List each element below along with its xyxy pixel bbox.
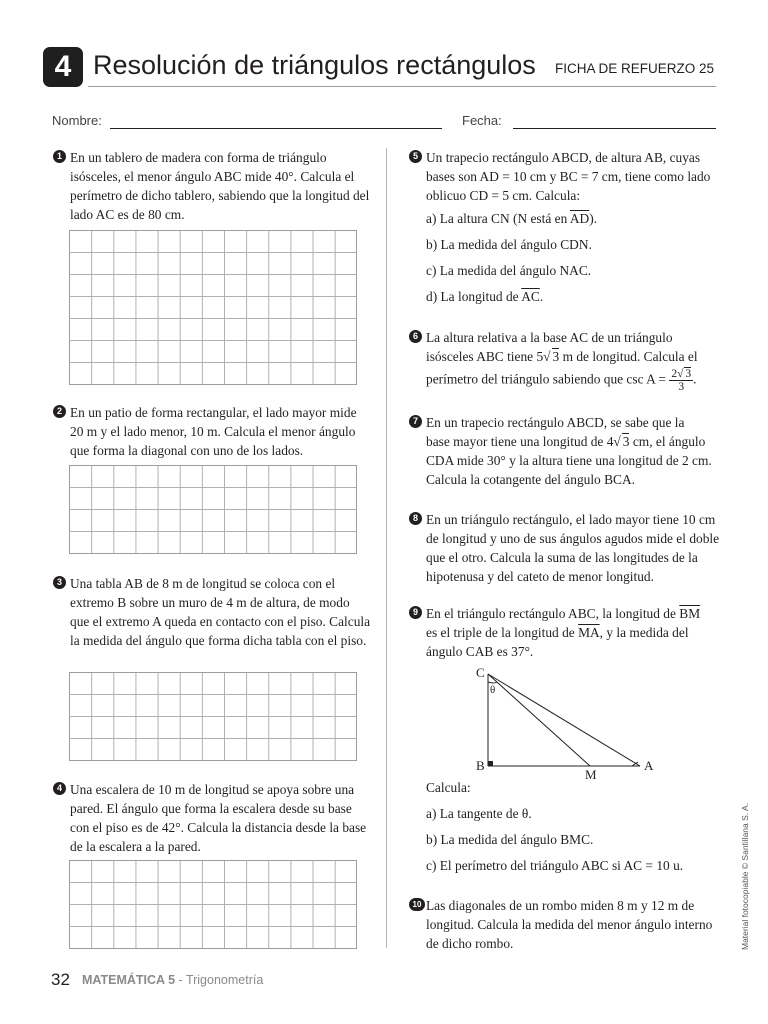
question-4-text: Una escalera de 10 m de longitud se apoya sobre una pared. El ángulo que forma la escalera desde su base con el piso es de 42°. Calcula la distancia desde la base de la escalera a la pared.	[70, 782, 367, 854]
question-9	[409, 604, 727, 661]
question-7-line-2: base mayor tiene una longitud de 4√ 3 cm, el ángulo	[426, 434, 706, 449]
label-c: C	[476, 665, 485, 680]
unit-number-badge: 4	[43, 47, 83, 87]
answer-grid-1[interactable]	[69, 230, 357, 385]
question-number-1: 1	[53, 150, 66, 163]
question-5-text: Un trapecio rectángulo ABCD, de altura AB, cuyas bases son AD = 10 cm y BC = 7 cm, tiene como lado oblicuo CD = 5 cm. Calcula:	[426, 150, 711, 203]
question-9-line-2: es el triple de la longitud de $\overline{MA}$, y la medida del	[426, 625, 689, 640]
name-label: Nombre:	[52, 113, 102, 128]
question-3-text: Una tabla AB de 8 m de longitud se coloca con el extremo B sobre un muro de 4 m de altura, de modo que el extremo A queda en contacto con el piso. Calcula la medida del ángulo que forma dicha tabla con el piso.	[70, 576, 371, 648]
date-label: Fecha:	[462, 113, 502, 128]
question-6-line-2: isósceles ABC tiene 5√ 3 m de longitud. Calcula el	[426, 349, 698, 364]
question-10	[409, 896, 727, 953]
label-b: B	[476, 758, 485, 773]
question-9-part-a: a) La tangente de θ.	[426, 806, 532, 821]
answer-grid-2[interactable]	[69, 465, 357, 554]
question-6-line-3: perímetro del triángulo sabiendo que csc A = $\frac{2√ 3}{3}$ .	[426, 368, 697, 393]
question-5	[409, 148, 727, 205]
question-number-4: 4	[53, 782, 66, 795]
question-number-7: 7	[409, 415, 422, 428]
question-5-part-b: b) La medida del ángulo CDN.	[426, 237, 592, 252]
question-number-6: 6	[409, 330, 422, 343]
question-5-part-c: c) La medida del ángulo NAC.	[426, 263, 592, 278]
label-theta: θ	[490, 684, 496, 696]
question-number-2: 2	[53, 405, 66, 418]
question-9-line-1: En el triángulo rectángulo ABC, la longitud de $\overline{BM}$	[426, 606, 701, 621]
question-7-line-3: CDA mide 30° y la altura tiene una longitud de 2 cm.	[426, 453, 712, 468]
question-2-text: En un patio de forma rectangular, el lado mayor mide 20 m y el lado menor, 10 m. Calcula el menor ángulo que forma la diagonal con uno de los lados.	[70, 405, 357, 458]
question-9-part-c: c) El perímetro del triángulo ABC si AC = 10 u.	[426, 858, 684, 873]
copyright-note: Material fotocopiable © Santillana S. A.	[740, 802, 750, 950]
book-name: MATEMÁTICA 5	[82, 973, 176, 987]
triangle-figure	[470, 662, 670, 782]
question-4	[53, 780, 371, 856]
question-5-part-a: a) La altura CN (N está en $\overline{AD}$).	[426, 211, 598, 226]
theta-arc	[488, 682, 497, 683]
question-7-line-1: En un trapecio rectángulo ABCD, se sabe que la	[426, 415, 685, 430]
label-a: A	[644, 758, 654, 773]
page-title: Resolución de triángulos rectángulos	[93, 50, 536, 80]
header-divider	[88, 86, 716, 87]
question-number-5: 5	[409, 150, 422, 163]
question-number-10: 10	[409, 898, 425, 911]
date-field[interactable]	[513, 128, 716, 129]
question-6-line-1: La altura relativa a la base AC de un triángulo	[426, 330, 673, 345]
answer-grid-4[interactable]	[69, 860, 357, 949]
question-8-text: En un triángulo rectángulo, el lado mayor tiene 10 cm de longitud y uno de sus ángulos agudos mide el doble que el otro. Calcula la suma de las longitudes de la hipotenusa y del cateto de menor longitud.	[426, 512, 720, 584]
question-9-part-b: b) La medida del ángulo BMC.	[426, 832, 594, 847]
section-name: - Trigonometría	[175, 973, 264, 987]
column-divider	[386, 148, 387, 948]
question-2	[53, 403, 371, 460]
side-ca	[488, 674, 640, 766]
question-8	[409, 510, 727, 586]
question-6	[409, 328, 727, 393]
answer-grid-3[interactable]	[69, 672, 357, 761]
question-number-8: 8	[409, 512, 422, 525]
footer-section	[82, 973, 263, 987]
question-5-part-d: d) La longitud de $\overline{AC}$.	[426, 289, 544, 304]
question-3	[53, 574, 371, 650]
segment-cm	[488, 674, 590, 766]
question-number-3: 3	[53, 576, 66, 589]
question-9-calcula: Calcula:	[426, 780, 471, 795]
question-10-text: Las diagonales de un rombo miden 8 m y 12 m de longitud. Calcula la medida del menor ángulo interno de dicho rombo.	[426, 898, 713, 951]
name-field[interactable]	[110, 128, 442, 129]
sheet-label: FICHA DE REFUERZO 25	[555, 61, 715, 76]
csc-fraction: $\frac{2√ 3}{3}$	[671, 368, 692, 393]
question-7	[409, 413, 727, 489]
question-7-line-4: Calcula la cotangente del ángulo BCA.	[426, 472, 635, 487]
question-1	[53, 148, 371, 224]
right-angle-mark	[488, 761, 493, 766]
question-1-text: En un tablero de madera con forma de triángulo isósceles, el menor ángulo ABC mide 40°. Calcula el perímetro de dicho tablero, sabiendo que la longitud del lado AC es de 80 cm.	[70, 150, 370, 222]
question-9-line-3: ángulo CAB es 37°.	[426, 644, 534, 659]
page-number: 32	[51, 970, 70, 989]
question-number-9: 9	[409, 606, 422, 619]
label-m: M	[585, 767, 597, 782]
